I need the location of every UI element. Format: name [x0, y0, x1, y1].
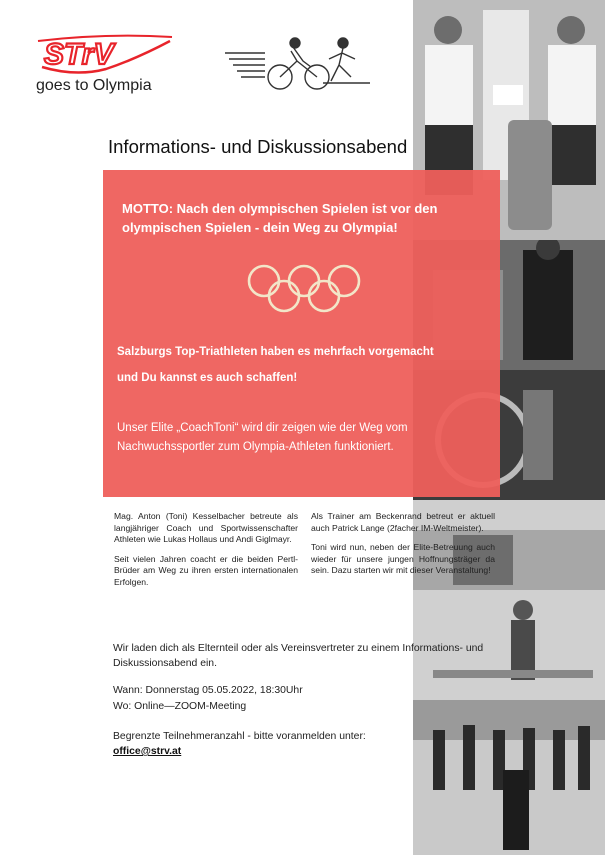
photo-beach-group	[413, 700, 605, 855]
cyclists-sketch-icon	[225, 33, 375, 93]
slogan-line-2: und Du kannst es auch schaffen!	[117, 372, 298, 384]
email-link[interactable]: office@strv.at	[113, 746, 182, 757]
olympic-rings-icon	[244, 263, 364, 315]
event-when: Wann: Donnerstag 05.05.2022, 18:30Uhr	[113, 685, 303, 696]
svg-text:STrV: STrV	[44, 38, 114, 71]
event-where: Wo: Online—ZOOM-Meeting	[113, 701, 247, 712]
bio-paragraph: Seit vielen Jahren coacht er die beiden Pertl-Brüder am Weg zu ihren ersten internationalen Erfolgen.	[114, 553, 298, 587]
bio-column-right	[311, 511, 495, 585]
registration-email-link[interactable]	[113, 746, 181, 757]
logo-tagline: goes to Olympia	[36, 77, 152, 94]
invitation-text: Wir laden dich als Elternteil oder als Vereinsvertreter zu einem Informations- und Diskussionsabend ein.	[113, 643, 484, 669]
bio-column-left	[114, 511, 298, 597]
bio-paragraph: Mag. Anton (Toni) Kesselbacher betreute als langjähriger Coach und Sportwissenschafter Athleten wie Lukas Hollaus und Andi Giglmayr.	[114, 511, 298, 545]
elite-coach-text: Unser Elite „CoachToni“ wird dir zeigen wie der Weg vom Nachwuchssportler zum Olympia-Athleten funktioniert.	[117, 422, 408, 453]
bio-paragraph: Toni wird nun, neben der Elite-Betreuung auch wieder für unsere jungen Hoffnungsträger da sein. Dazu starten wir mit dieser Veranstaltung!	[311, 542, 495, 576]
motto-text: MOTTO: Nach den olympischen Spielen ist vor den olympischen Spielen - dein Weg zu Olympia!	[122, 201, 438, 235]
strv-logo-mark	[36, 33, 176, 75]
slogan-line-1: Salzburgs Top-Triathleten haben es mehrfach vorgemacht	[117, 346, 434, 358]
bio-paragraph: Als Trainer am Beckenrand betreut er aktuell auch Patrick Lange (2facher IM-Weltmeister).	[311, 511, 495, 533]
page-title: Informations- und Diskussionsabend	[108, 136, 408, 157]
registration-note: Begrenzte Teilnehmeranzahl - bitte voranmelden unter:	[113, 731, 366, 742]
strv-logo	[36, 33, 176, 98]
